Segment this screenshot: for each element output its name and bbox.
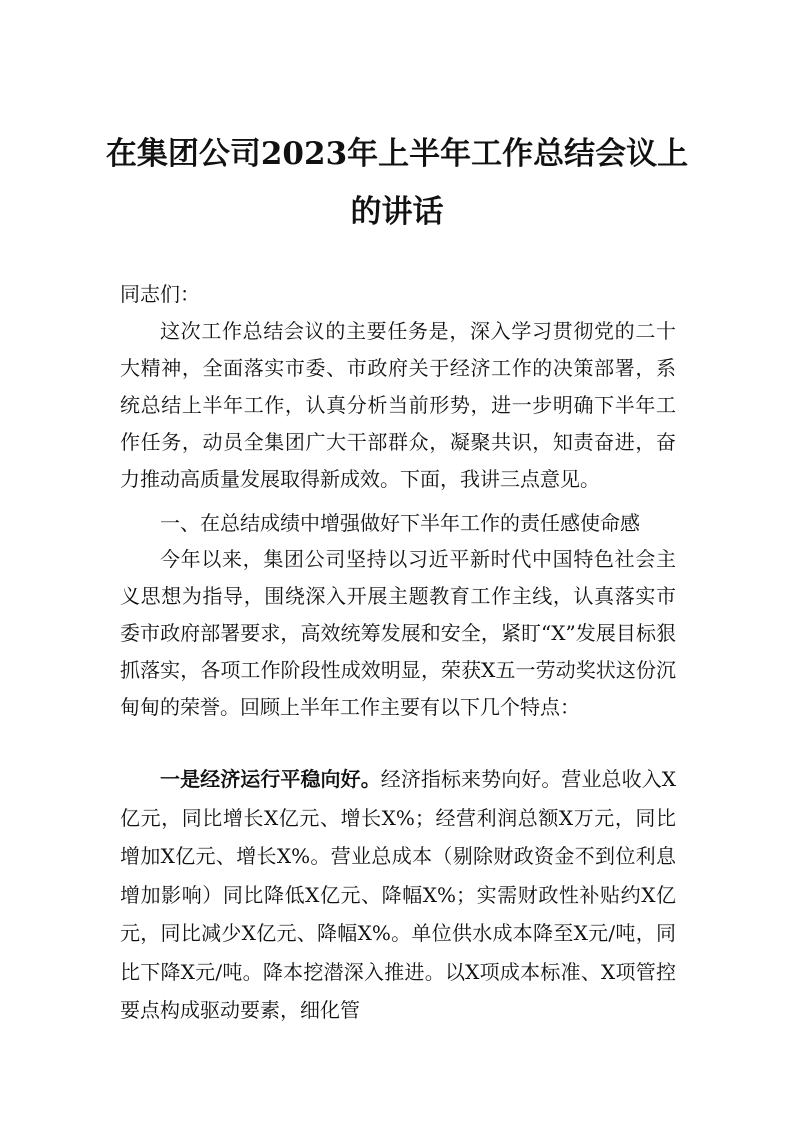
document-title-line-2: 的讲话 xyxy=(350,194,444,230)
point-1-paragraph xyxy=(120,760,676,1030)
greeting: 同志们： xyxy=(120,282,200,306)
section-1-heading: 一、在总结成绩中增强做好下半年工作的责任感使命感 xyxy=(160,511,640,535)
document-title-line-1: 在集团公司2023年上半年工作总结会议上 xyxy=(105,136,689,172)
section-1-paragraph: 今年以来，集团公司坚持以习近平新时代中国特色社会主义思想为指导，围绕深入开展主题教育工作主线，认真落实市委市政府部署要求，高效统筹发展和安全，紧盯“X”发展目标狠抓落实，各项工作阶段性成效明显，荣获X五一劳动奖状这份沉甸甸的荣誉。回顾上半年工作主要有以下几个特点： xyxy=(120,547,676,719)
point-1-body: 经济指标来势向好。营业总收入X亿元，同比增长X亿元、增长X%；经营利润总额X万元，同比增加X亿元、增长X%。营业总成本（剔除财政资金不到位利息增加影响）同比降低X亿元、降幅X%；实需财政性补贴约X亿元，同比减少X亿元、降幅X%。单位供水成本降至X元/吨，同比下降X元/吨。降本挖潜深入推进。以X项成本标准、X项管控要点构成驱动要素，细化管 xyxy=(120,767,676,1022)
intro-paragraph: 这次工作总结会议的主要任务是，深入学习贯彻党的二十大精神，全面落实市委、市政府关于经济工作的决策部署，系统总结上半年工作，认真分析当前形势，进一步明确下半年工作任务，动员全集团广大干部群众，凝聚共识，知责奋进，奋力推动高质量发展取得新成效。下面，我讲三点意见。 xyxy=(120,319,676,491)
point-1-lead: 一是经济运行平稳向好。 xyxy=(160,767,381,791)
